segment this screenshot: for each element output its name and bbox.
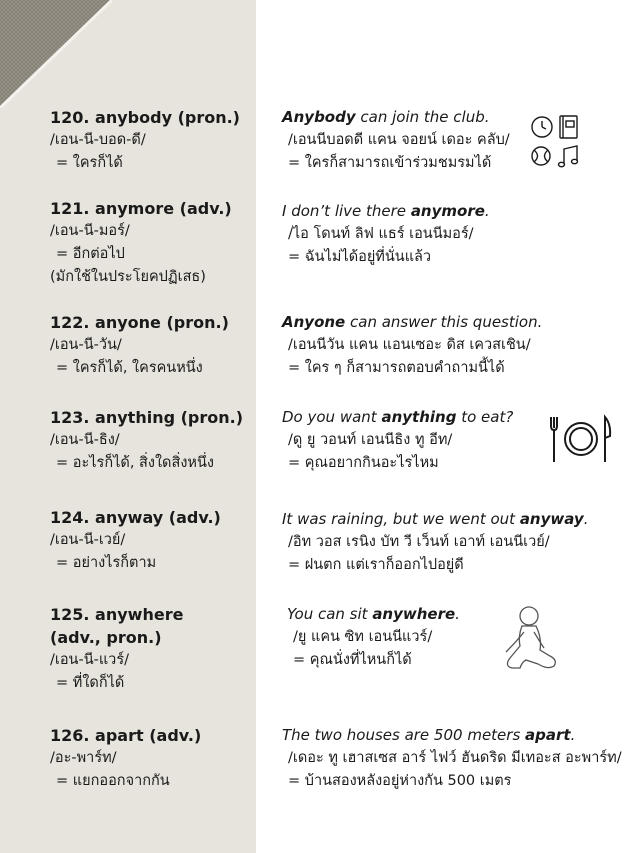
phonetic: /เอน-นี-แวร์/: [50, 652, 129, 668]
music-note-icon: [559, 146, 578, 167]
entry-126-term: [50, 724, 255, 793]
reading: /เอนนีวัน แคน แอนเซอะ ดิส เควสเชิน/: [288, 337, 531, 353]
fabric-corner-decoration: [0, 0, 112, 108]
translation: = คุณอยากกินอะไรไหม: [288, 455, 439, 471]
translation: = ฉันไม่ได้อยู่ที่นั่นแล้ว: [288, 249, 432, 265]
example-sentence: Anyone can answer this question.: [282, 313, 543, 331]
reading: /เดอะ ทู เฮาสเซส อาร์ ไฟว์ ฮันดริด มีเทอะส อะพาร์ท/: [288, 750, 622, 766]
phonetic: /เอน-นี-บอด-ดี/: [50, 132, 146, 148]
headword: 123. anything (pron.): [50, 408, 244, 427]
entry-120-term: [50, 106, 255, 175]
headword: 120. anybody (pron.): [50, 108, 240, 127]
entry-121-term: [50, 197, 255, 289]
example-sentence: It was raining, but we went out anyway.: [282, 510, 589, 528]
phonetic: /เอน-นี-วัน/: [50, 337, 122, 353]
hobby-icons: [530, 112, 584, 172]
entry-125-example: [287, 603, 627, 672]
example-sentence: The two houses are 500 meters apart.: [282, 726, 576, 744]
reading: /ไอ โดนท์ ลิฟ แธร์ เอนนีมอร์/: [288, 226, 474, 242]
meaning: = ใครก็ได้: [56, 155, 123, 171]
plate-cutlery-icon: [548, 412, 614, 466]
usage-note: (มักใช้ในประโยคปฏิเสธ): [50, 269, 206, 285]
meaning: = ใครก็ได้, ใครคนหนึ่ง: [56, 360, 203, 376]
entry-122-term: [50, 311, 255, 380]
headword: 124. anyway (adv.): [50, 508, 221, 527]
entry-125-term: [50, 603, 255, 695]
entry-121-example: [282, 200, 622, 269]
meaning: = อย่างไรก็ตาม: [56, 555, 157, 571]
entry-126-example: [282, 724, 622, 793]
entry-124-example: [282, 508, 622, 577]
entry-123-term: [50, 406, 255, 475]
book-icon: [560, 116, 577, 138]
translation: = ฝนตก แต่เราก็ออกไปอยู่ดี: [288, 557, 464, 573]
translation: = ใครก็สามารถเข้าร่วมชมรมได้: [288, 155, 492, 171]
highlight-word: anyway: [519, 510, 584, 528]
highlight-word: Anyone: [282, 313, 346, 331]
reading: /ยู แคน ซิท เอนนีแวร์/: [293, 629, 433, 645]
headword: 122. anyone (pron.): [50, 313, 229, 332]
reading: /ดู ยู วอนท์ เอนนีธิง ทู อีท/: [288, 432, 453, 448]
phonetic: /เอน-นี-เวย์/: [50, 532, 126, 548]
translation: = คุณนั่งที่ไหนก็ได้: [293, 652, 412, 668]
highlight-word: anything: [381, 408, 457, 426]
headword: 125. anywhere (adv., pron.): [50, 605, 184, 647]
example-sentence: Do you want anything to eat?: [282, 408, 514, 426]
entry-122-example: [282, 311, 622, 380]
highlight-word: Anybody: [282, 108, 356, 126]
example-sentence: I don’t live there anymore.: [282, 202, 490, 220]
phonetic: /อะ-พาร์ท/: [50, 750, 117, 766]
highlight-word: anywhere: [372, 605, 456, 623]
meaning: = อีกต่อไป: [56, 246, 125, 262]
sitting-figure-icon: [498, 602, 564, 674]
ball-icon: [532, 147, 550, 165]
highlight-word: apart: [525, 726, 571, 744]
meaning: = แยกออกจากกัน: [56, 773, 170, 789]
translation: = ใคร ๆ ก็สามารถตอบคำถามนี้ได้: [288, 360, 505, 376]
entry-124-term: [50, 506, 255, 575]
reading: /เอนนีบอดดี แคน จอยน์ เดอะ คลับ/: [288, 132, 510, 148]
clock-icon: [532, 117, 552, 137]
headword: 121. anymore (adv.): [50, 199, 232, 218]
highlight-word: anymore: [410, 202, 485, 220]
meaning: = อะไรก็ได้, สิ่งใดสิ่งหนึ่ง: [56, 455, 214, 471]
example-sentence: Anybody can join the club.: [282, 108, 490, 126]
phonetic: /เอน-นี-มอร์/: [50, 223, 130, 239]
headword: 126. apart (adv.): [50, 726, 202, 745]
example-sentence: You can sit anywhere.: [287, 605, 460, 623]
meaning: = ที่ใดก็ได้: [56, 675, 125, 691]
reading: /อิท วอส เรนิง บัท วี เว็นท์ เอาท์ เอนนีเวย์/: [288, 534, 550, 550]
translation: = บ้านสองหลังอยู่ห่างกัน 500 เมตร: [288, 773, 512, 789]
phonetic: /เอน-นี-ธิง/: [50, 432, 120, 448]
